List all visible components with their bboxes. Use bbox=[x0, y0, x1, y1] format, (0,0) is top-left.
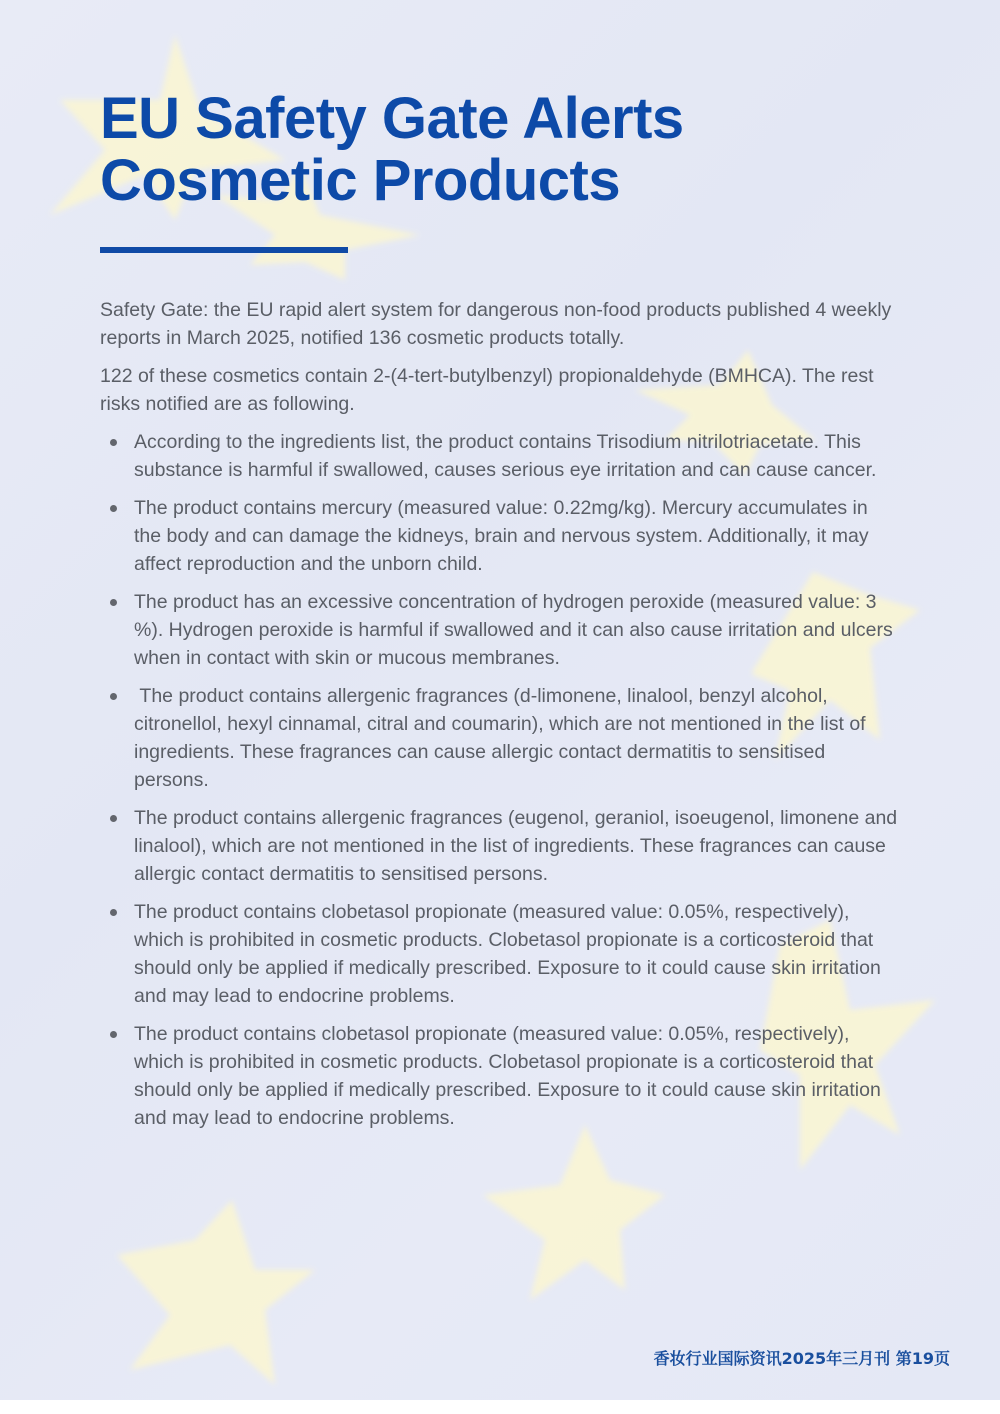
risk-text: The product contains clobetasol propionate (measured value: 0.05%, respectively), which is prohibited in cosmetic products. Clobetasol propionate is a corticosteroid that should only be applied if medically prescribed. Exposure to it could cause skin irritation and may lead to endocrine problems. bbox=[134, 901, 881, 1007]
title-line-2: Cosmetic Products bbox=[100, 148, 621, 213]
bullet-icon bbox=[110, 439, 117, 446]
title-underline-divider bbox=[100, 247, 348, 253]
article-body bbox=[100, 296, 900, 1142]
bullet-icon bbox=[110, 1031, 117, 1038]
star-icon bbox=[117, 1200, 315, 1385]
star-icon bbox=[483, 1125, 665, 1300]
intro-paragraph: Safety Gate: the EU rapid alert system for dangerous non-food products published 4 weekly reports in March 2025, notified 136 cosmetic products totally. bbox=[100, 299, 892, 349]
intro-paragraph: 122 of these cosmetics contain 2-(4-tert-butylbenzyl) propionaldehyde (BMHCA). The rest risks notified are as following. bbox=[100, 365, 874, 415]
bullet-icon bbox=[110, 599, 117, 606]
risk-list-item bbox=[100, 494, 900, 578]
risk-list-item bbox=[100, 682, 900, 794]
bullet-icon bbox=[110, 815, 117, 822]
bullet-icon bbox=[110, 909, 117, 916]
bullet-icon bbox=[110, 693, 117, 700]
risk-list-item bbox=[100, 588, 900, 672]
risk-list bbox=[100, 428, 900, 1132]
risk-text: The product contains mercury (measured value: 0.22mg/kg). Mercury accumulates in the body and can damage the kidneys, brain and nervous system. Additionally, it may affect reproduction and the unborn child. bbox=[134, 497, 869, 575]
risk-text: The product contains allergenic fragrances (d-limonene, linalool, benzyl alcohol, citronellol, hexyl cinnamal, citral and coumarin), which are not mentioned in the list of ingredients. These fragrances can cause allergic contact dermatitis to sensitised persons. bbox=[134, 685, 872, 791]
risk-text: The product has an excessive concentration of hydrogen peroxide (measured value: 3 %). Hydrogen peroxide is harmful if swallowed and it can also cause irritation and ulcers when in contact with skin or mucous membranes. bbox=[134, 591, 893, 669]
page-footer: 香妆行业国际资讯2025年三月刊 第19页 bbox=[653, 1349, 950, 1368]
risk-list-item bbox=[100, 804, 900, 888]
bullet-icon bbox=[110, 505, 117, 512]
risk-list-item bbox=[100, 1020, 900, 1132]
risk-list-item bbox=[100, 898, 900, 1010]
risk-text: According to the ingredients list, the product contains Trisodium nitrilotriacetate. This substance is harmful if swallowed, causes serious eye irritation and can cause cancer. bbox=[134, 431, 877, 481]
risk-list-item bbox=[100, 428, 900, 484]
risk-text: The product contains allergenic fragrances (eugenol, geraniol, isoeugenol, limonene and linalool), which are not mentioned in the list of ingredients. These fragrances can cause allergic contact dermatitis to sensitised persons. bbox=[134, 807, 898, 885]
page-title bbox=[100, 88, 684, 212]
title-line-1: EU Safety Gate Alerts bbox=[100, 86, 684, 151]
risk-text: The product contains clobetasol propionate (measured value: 0.05%, respectively), which is prohibited in cosmetic products. Clobetasol propionate is a corticosteroid that should only be applied if medically prescribed. Exposure to it could cause skin irritation and may lead to endocrine problems. bbox=[134, 1023, 881, 1129]
